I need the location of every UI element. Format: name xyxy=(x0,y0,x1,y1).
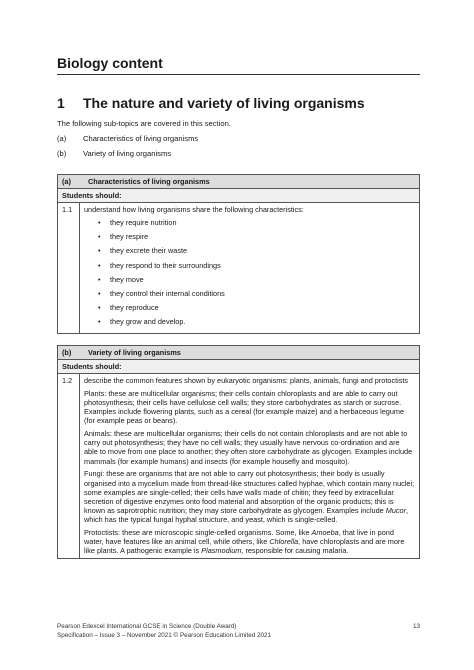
table-title: Characteristics of living organisms xyxy=(88,177,210,186)
protoctists-text: , that live in pond water, have features like an animal cell, while others, like xyxy=(84,528,394,547)
footer-line: Specification – Issue 3 – November 2021 © Pearson Education Limited 2021 xyxy=(57,632,271,639)
subtopic-label: Variety of living organisms xyxy=(83,148,172,158)
subtopic-code: (a) xyxy=(57,134,67,143)
table-header xyxy=(58,175,420,189)
item-number: 1.2 xyxy=(58,374,80,559)
section-title: The nature and variety of living organisms xyxy=(83,95,365,111)
table-variety xyxy=(57,345,420,559)
subtopic-list xyxy=(57,134,198,163)
subtopic-item xyxy=(57,149,198,164)
subtopic-label: Characteristics of living organisms xyxy=(83,134,199,143)
species-name: Chlorella xyxy=(269,537,299,547)
table-row xyxy=(58,203,420,334)
table-row xyxy=(58,374,420,559)
footer-line: Pearson Edexcel International GCSE in Science (Double Award) xyxy=(57,623,237,630)
item-text: understand how living organisms share the following characteristics: xyxy=(84,205,304,214)
animals-paragraph: Animals: these are multicellular organisms; their cells do not contain chloroplasts and are not able to carry out photosynthesis; they have no cell walls; they usually have nervous co-ordination and are able to move from one place to another; they often store carbohydrate as glycogen. Examples include mammals (for example humans) and insects (for example housefly and mosquito). xyxy=(84,429,413,466)
protoctists-text: Protoctists: these are microscopic single-celled organisms. Some, like xyxy=(84,528,312,538)
list-item: • they respond to their surroundings xyxy=(98,260,415,274)
list-item: • they excrete their waste xyxy=(98,245,415,259)
fungi-text: , which has the typical fungal hyphal structure, and yeast, which is single-celled. xyxy=(84,506,409,525)
table-header xyxy=(58,346,420,360)
species-name: Plasmodium xyxy=(201,546,242,556)
item-content xyxy=(80,374,420,559)
fungi-paragraph xyxy=(84,469,415,524)
species-name: Mucor xyxy=(385,506,407,516)
plants-paragraph: Plants: these are multicellular organisms; their cells contain chloroplasts and are able to carry out photosynthesis; their cells have cellulose cell walls; they store carbohydrates as starch or sucrose. Examples include flowering plants, such as a cereal (for example maize) and a herbaceous legume (for example peas or beans). xyxy=(84,388,405,426)
page-number: 13 xyxy=(412,623,420,630)
characteristics-list xyxy=(84,217,415,331)
table-characteristics xyxy=(57,174,420,334)
page-title: Biology content xyxy=(57,55,420,75)
table-code: (b) xyxy=(62,348,72,357)
intro-text: The following sub-topics are covered in this section. xyxy=(57,119,231,128)
list-item: • they grow and develop. xyxy=(98,316,415,330)
fungi-text: Fungi: these are organisms that are not able to carry out photosynthesis; their body is usually organised into a mycelium made from thread-like structures called hyphae, which contain many nuclei; some examples are single-celled; their cells have walls made of chitin; they feed by extracellular secretion of digestive enzymes onto food material and absorption of the organic products; this is known as saprotrophic nutrition; they may store carbohydrate as glycogen. Examples include xyxy=(84,469,415,516)
students-should-label: Students should: xyxy=(58,189,420,203)
list-item: • they move xyxy=(98,274,415,288)
subtopic-item xyxy=(57,134,198,149)
table-code: (a) xyxy=(62,177,71,186)
list-item: • they reproduce xyxy=(98,302,415,316)
list-item: • they require nutrition xyxy=(98,217,415,231)
students-should-label: Students should: xyxy=(58,360,420,374)
item-content xyxy=(80,203,420,334)
item-number: 1.1 xyxy=(58,203,80,334)
section-heading xyxy=(57,95,365,111)
protoctists-text: , have chloroplasts and are more like plants. A pathogenic example is xyxy=(84,537,405,556)
item-text: describe the common features shown by eukaryotic organisms: plants, animals, fungi and protoctists xyxy=(84,376,409,385)
subtopic-code: (b) xyxy=(57,148,67,158)
list-item: • they control their internal conditions xyxy=(98,288,415,302)
table-title: Variety of living organisms xyxy=(88,348,181,357)
page-footer xyxy=(57,622,420,640)
list-item: • they respire xyxy=(98,231,415,245)
protoctists-paragraph xyxy=(84,528,415,556)
section-number: 1 xyxy=(57,95,65,111)
species-name: Amoeba xyxy=(311,528,339,538)
protoctists-text: , responsible for causing malaria. xyxy=(241,546,349,556)
